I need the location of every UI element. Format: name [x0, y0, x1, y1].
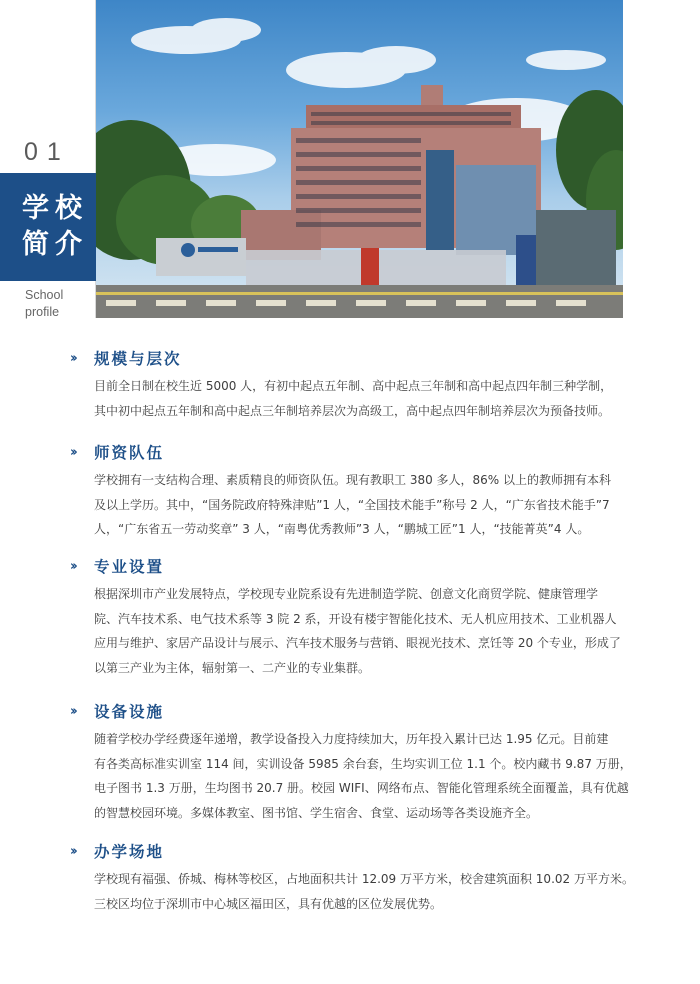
school-building-photo: [96, 0, 623, 318]
double-chevron-icon: ››: [70, 350, 75, 366]
section-body: [94, 867, 640, 916]
section-header: [70, 554, 640, 578]
body-line: 目前全日制在校生近 5000 人，有初中起点五年制、高中起点三年制和高中起点四年制三种学制，: [94, 379, 613, 393]
section-body: [94, 374, 640, 423]
photo-illustration: [96, 0, 623, 318]
body-line: 的智慧校园环境。多媒体教室、图书馆、学生宿舍、食堂、运动场等各类设施齐全。: [94, 805, 539, 820]
double-chevron-icon: ››: [70, 703, 75, 719]
section-body: [94, 468, 640, 542]
yellow-line: [96, 292, 623, 295]
body-line: 学校现有福强、侨城、梅林等校区，占地面积共计 12.09 万平方米，校舍建筑面积 10.02 万平方米。: [94, 872, 634, 886]
body-line: 随着学校办学经费逐年递增，教学设备投入力度持续加大，历年投入累计已达 1.95 亿元。目前建: [94, 732, 609, 746]
chapter-title-line2: 简介: [22, 229, 88, 260]
chapter-title-line1: 学校: [22, 193, 88, 224]
double-chevron-icon: ››: [70, 444, 75, 460]
double-chevron-icon: ››: [70, 843, 75, 859]
section-header: [70, 440, 640, 464]
section-body: [94, 727, 640, 825]
body-line: 电子图书 1.3 万册，生均图书 20.7 册。校园 WIFI、网络布点、智能化管理系统全面覆盖，具有优越: [94, 781, 629, 795]
body-line: 院、汽车技术系、电气技术系等 3 院 2 系，开设有楼宇智能化技术、无人机应用技术、工业机器人: [94, 611, 617, 626]
section-header: [70, 699, 640, 723]
body-line: 及以上学历。其中，“国务院政府特殊津贴”1 人，“全国技术能手”称号 2 人，“广东省技术能手”7: [94, 497, 610, 512]
section-majors: [70, 554, 640, 680]
body-line: 以第三产业为主体，辐射第一、二产业的专业集群。: [94, 660, 371, 675]
body-line: 根据深圳市产业发展特点，学校现专业院系设有先进制造学院、创意文化商贸学院、健康管理学: [94, 587, 599, 601]
chapter-subtitle-en: [25, 287, 63, 321]
section-campus: [70, 839, 640, 916]
body-line: 应用与维护、家居产品设计与展示、汽车技术服务与营销、眼视光技术、烹饪等 20 个专业，形成了: [94, 636, 621, 650]
section-header: [70, 839, 640, 863]
double-chevron-icon: ››: [70, 558, 75, 574]
main-building: [241, 85, 541, 260]
section-scale: [70, 346, 640, 423]
body-line: 其中初中起点五年制和高中起点三年制培养层次为高级工，高中起点四年制培养层次为预备技师。: [94, 403, 611, 418]
section-body: [94, 582, 640, 680]
subtitle-en-line1: School: [25, 288, 64, 302]
section-header: [70, 346, 640, 370]
body-line: 三校区均位于深圳市中心城区福田区，具有优越的区位发展优势。: [94, 896, 443, 911]
body-line: 学校拥有一支结构合理、素质精良的师资队伍。现有教职工 380 多人，86% 以上的教师拥有本科: [94, 473, 612, 487]
body-line: 人，“广东省五一劳动奖章” 3 人，“南粤优秀教师”3 人，“鹏城工匠”1 人，“技能菁英”4 人。: [94, 522, 590, 536]
section-faculty: [70, 440, 640, 542]
school-sign-wall: [156, 238, 246, 276]
section-title: 专业设置: [94, 558, 165, 576]
chapter-number: 01: [24, 138, 70, 166]
subtitle-en-line2: profile: [25, 305, 60, 319]
section-title: 设备设施: [94, 703, 165, 721]
section-facilities: [70, 699, 640, 825]
section-title: 师资队伍: [94, 444, 165, 462]
section-title: 办学场地: [94, 843, 165, 861]
chapter-title-block: [0, 173, 108, 281]
section-title: 规模与层次: [94, 350, 182, 368]
body-line: 有各类高标准实训室 114 间，实训设备 5985 余台套，生均实训工位 1.1 个。校内藏书 9.87 万册，: [94, 756, 632, 771]
